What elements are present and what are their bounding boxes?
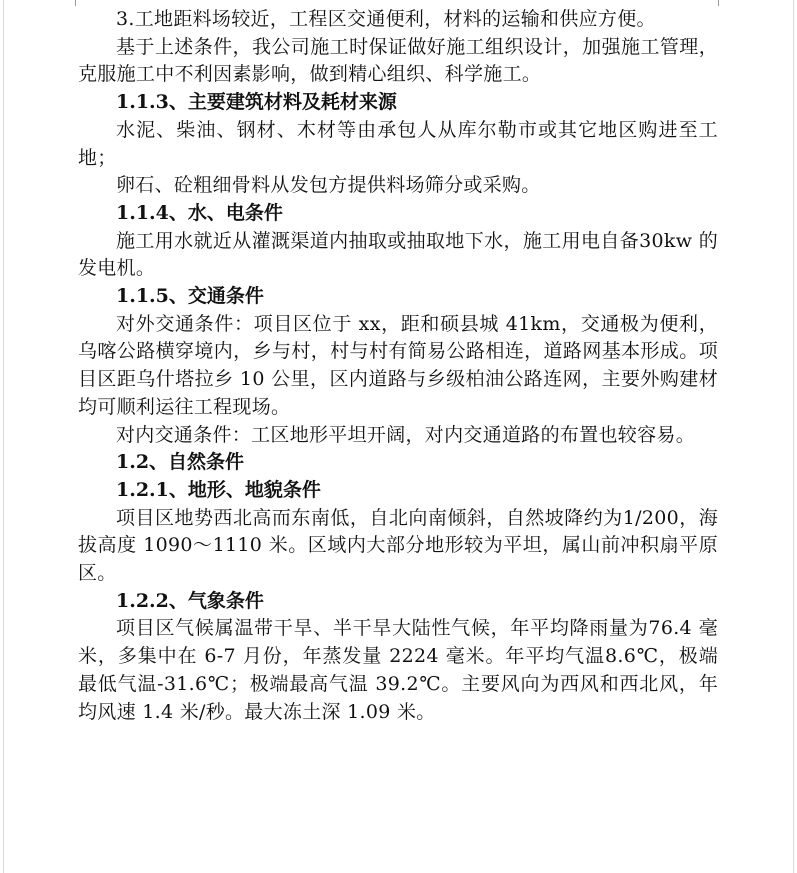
margin-corner-mark-left [75,0,76,6]
heading-climate: 1.2.2、气象条件 [116,589,264,612]
page-left-edge [3,0,4,873]
heading-terrain: 1.2.1、地形、地貌条件 [116,478,321,501]
margin-corner-mark-right [718,0,719,6]
paragraph-cement-steel-sources: 水泥、柴油、钢材、木材等由承包人从库尔勒市或其它地区购进至工地； [78,118,718,169]
paragraph-climate: 项目区气候属温带干旱、半干旱大陆性气候，年平均降雨量为76.4 毫米，多集中在 6-7 月份，年蒸发量 2224 毫米。年平均气温8.6℃，极端最低气温-31.6℃；极端最高气温 39.2℃。主要风向为西风和西北风，年均风速 1.4 米/秒。最大冻土深 1.09 米。 [78,617,718,723]
paragraph-construction-management: 基于上述条件，我公司施工时保证做好施工组织设计，加强施工管理，克服施工中不利因素影响，做到精心组织、科学施工。 [78,35,718,86]
paragraph-external-traffic: 对外交通条件：项目区位于 xx，距和硕县城 41km，交通极为便利，乌喀公路横穿境内，乡与村，村与村有简易公路相连，道路网基本形成。项目区距乌什塔拉乡 10 公里，区内道路与乡级柏油公路连网，主要外购建材均可顺利运往工程现场。 [78,312,718,418]
document-body [78,6,718,726]
heading-traffic: 1.1.5、交通条件 [116,285,264,308]
heading-natural-conditions: 1.2、自然条件 [116,451,245,474]
paragraph-internal-traffic: 对内交通条件：工区地形平坦开阔，对内交通道路的布置也较容易。 [116,423,696,446]
paragraph-terrain: 项目区地势西北高而东南低，自北向南倾斜，自然坡降约为1/200，海拔高度 1090～1110 米。区域内大部分地形较为平坦，属山前冲积扇平原区。 [78,506,718,585]
heading-material-sources: 1.1.3、主要建筑材料及耗材来源 [116,91,397,114]
paragraph-aggregate-sources: 卵石、砼粗细骨料从发包方提供料场筛分或采购。 [116,174,541,197]
paragraph-material-supply: 3.工地距料场较近，工程区交通便利，材料的运输和供应方便。 [116,8,656,30]
page-right-edge [793,0,794,873]
heading-water-power: 1.1.4、水、电条件 [116,201,283,224]
paragraph-water-power: 施工用水就近从灌溉渠道内抽取或抽取地下水，施工用电自备30kw 的发电机。 [78,229,718,280]
